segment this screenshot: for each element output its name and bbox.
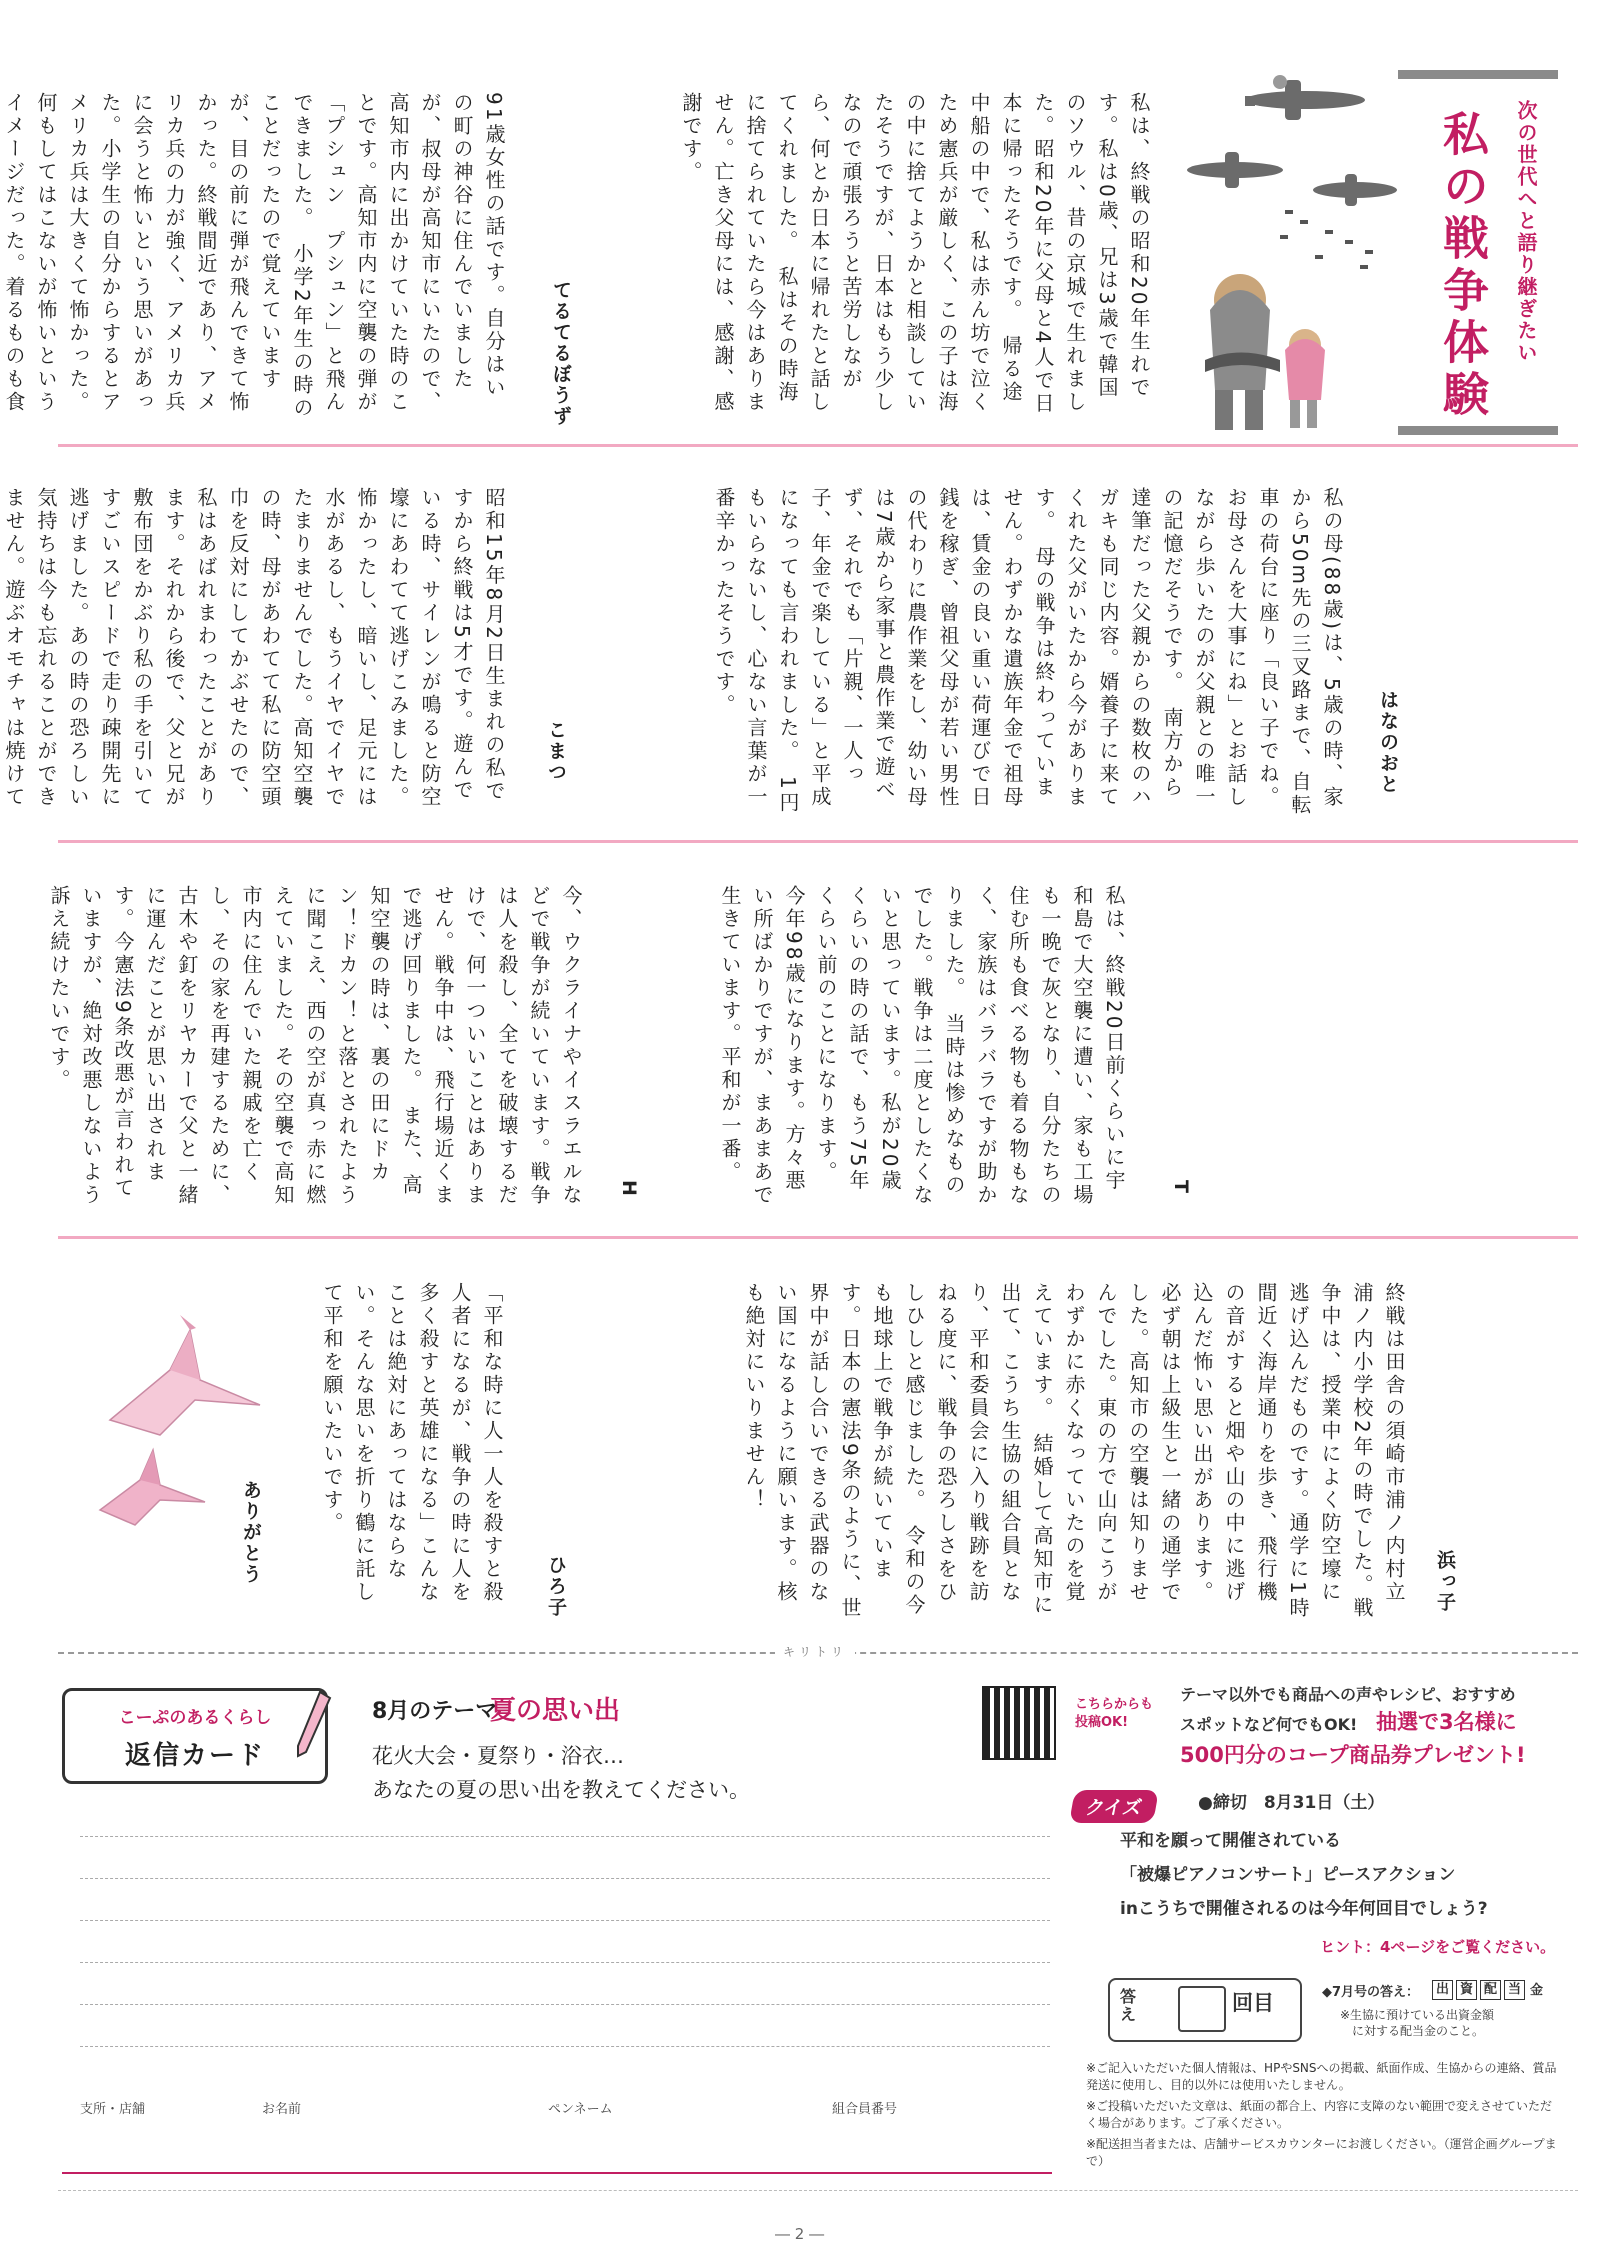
page-title: 私の戦争体験: [1436, 110, 1490, 422]
title-top-bar: [1398, 70, 1558, 79]
write-line[interactable]: [80, 2004, 1050, 2005]
row-divider: [58, 840, 1578, 843]
qr-code[interactable]: [982, 1686, 1056, 1760]
story-7-signature: ひろ子: [545, 1555, 567, 1618]
row-divider: [58, 444, 1578, 447]
pen-icon: [292, 1690, 332, 1760]
story-2-signature: はなのおと: [1377, 690, 1399, 795]
write-line[interactable]: [80, 1920, 1050, 1921]
paper-crane-icon: [100, 1310, 270, 1440]
answer-label: 答え: [1120, 1987, 1137, 2024]
promo-line-2: スポットなど何でもOK!: [1180, 1715, 1358, 1734]
prev-answer-char: 当: [1504, 1980, 1525, 2000]
write-line[interactable]: [80, 1878, 1050, 1879]
paper-crane-icon: [95, 1440, 215, 1530]
story-2-text: 91歳女性の話です。自分はいの町の神谷に住んでいましたが、叔母が高知市にいたので、高知市内に出かけていた時のことです。高知市内に空襲の弾が「プシュン プシュン」と飛んできました。 小学2年生の時のことだったので覚えていますが、目の前に弾が飛んできて怖かった。終戦間近であり、アメリカ兵の力が強く、アメリカ兵に会うと怖いという思いがあった。小学生の自分からするとアメリカ兵は大きくて怖かった。何もしてはこないが怖いというイメージだった。着るものも食: [2, 92, 506, 420]
child-figure-icon: [1285, 329, 1325, 428]
qr-note: こちらからも投稿OK!: [1075, 1697, 1154, 1730]
return-card-badge: [62, 1688, 328, 1784]
field-branch-label: 支所・店舗: [80, 2102, 146, 2117]
note-delivery: ※配送担当者または、店舗サービスカウンターにお渡しください。（運営企画グループまで）: [1086, 2137, 1557, 2168]
war-illustration: [1185, 60, 1400, 450]
story-4-signature: T: [1170, 1180, 1192, 1195]
badge-bottom-text: 返信カード: [124, 1741, 265, 1771]
write-line[interactable]: [80, 1836, 1050, 1837]
quiz-deadline: ●締切 8月31日（土）: [1198, 1793, 1385, 1813]
story-8-text: 「平和な時に人一人を殺すと殺人者になるが、戦争の時に人を多く殺すと英雄になる」こんなことは絶対にあってはならない。そんな思いを折り鶴に託して平和を願いたいです。: [320, 1282, 504, 1604]
write-line[interactable]: [80, 2046, 1050, 2047]
quiz-question-1: 平和を願って開催されている: [1120, 1831, 1341, 1851]
note-privacy: ※ご記入いただいた個人情報は、HPやSNSへの掲載、紙面作成、生協からの連絡、賞品発送に使用し、目的以外には使用いたしません。: [1086, 2061, 1557, 2092]
story-8-signature: ありがとう: [240, 1480, 262, 1585]
prev-answer-char: 配: [1480, 1980, 1501, 2000]
theme-label: 8月のテーマ: [372, 1699, 498, 1724]
prev-answer-note-2: に対する配当金のこと。: [1352, 2024, 1485, 2038]
answer-input[interactable]: [1178, 1986, 1226, 2032]
story-1-text: 私は、終戦の昭和20年生れです。私は0歳、兄は3歳で韓国のソウル、昔の京城で生れました。昭和20年に父母と4人で日本に帰ったそうです。 帰る途中船の中で、私は赤ん坊で泣くため憲兵が厳しく、この子は海の中に捨てようかと相談していたそうですが、日本はもう少しなので頑張ろうと苦労しながら、何とか日本に帰れたと話してくれました。 私はその時海に捨てられていたら今はありません。亡き父母には、感謝、感謝です。: [679, 92, 1151, 416]
quiz-tag: クイズ: [1069, 1790, 1159, 1823]
child-figure-icon: [1205, 274, 1280, 430]
quiz-question-2: 「被爆ピアノコンサート」ピースアクション: [1120, 1865, 1456, 1885]
row-divider: [58, 1236, 1578, 1239]
promo-line-1: テーマ以外でも商品への声やレシピ、おすすめ: [1180, 1685, 1516, 1704]
prev-answer-label: ◆7月号の答え：: [1322, 1985, 1420, 2000]
prev-answer-tail: 金: [1530, 1983, 1544, 1998]
field-underline[interactable]: [62, 2172, 1052, 2174]
story-5-text: 私は、終戦20日前くらいに宇和島で大空襲に遭い、家も工場も一晩で灰となり、自分たちの住む所も食べる物も着る物もなく、家族はバラバラですが助かりました。 当時は惨めなものでした。戦争は二度としたくないと思っています。私が20歳くらいの時の話で、もう75年くらい前のことになります。 今年98歳になります。方々悪い所ばかりですが、まあまあで生きています。平和が一番。: [718, 885, 1126, 1207]
page-number: ― 2 ―: [775, 2225, 825, 2243]
theme-line-2: あなたの夏の思い出を教えてください。: [372, 1778, 750, 1802]
airplane-icon: [1245, 75, 1365, 120]
badge-top-text: こーぷのあるくらし: [118, 1708, 272, 1728]
title-subtitle: 次の世代へと語り継ぎたい: [1514, 100, 1538, 364]
field-member-label: 組合員番号: [832, 2102, 898, 2117]
story-5-signature: H: [618, 1180, 640, 1198]
story-4-text: 昭和15年8月2日生まれの私ですから終戦は5才です。遊んでいる時、サイレンが鳴ると防空壕にあわてて逃げこみました。怖かったし、暗いし、足元には水があるし、もうイヤでイヤでたまりませんでした。高知空襲の時、母があわてて私に防空頭巾を反対にしてかぶせたので、私はあばれまわったことがあります。それから後で、父と兄が敷布団をかぶり私の手を引いてすごいスピードで走り疎開先に逃げました。あの時の恐ろしい気持ちは今も忘れることができません。遊ぶオモチャは焼けて: [2, 487, 506, 809]
prev-answer-char: 資: [1456, 1980, 1477, 2000]
story-3-text: 私の母(88歳)は、5歳の時、家から50m先の三叉路まで、自転車の荷台に座り「良い子でね。お母さんを大事にね」とお話しながら歩いたのが父親との唯一の記憶だそうです。 南方から達筆だった父親からの数枚のハガキも同じ内容。婿養子に来てくれた父がいたから今があります。 母の戦争は終わっていません。わずかな遺族年金で祖母は、賃金の良い重い荷運びで日銭を稼ぎ、曾祖父母が若い男性の代わりに農作業をし、幼い母は7歳から家事と農作業で遊べず、それでも「片親、一人っ子、年金で楽している」と平成になっても言われました。 1円もいらないし、心ない言葉が一番辛かったそうです。: [712, 487, 1344, 817]
story-6-signature: 浜っ子: [1434, 1550, 1456, 1613]
write-line[interactable]: [80, 1962, 1050, 1963]
airplane-icon: [1187, 152, 1283, 188]
prev-answer-note-1: ※生協に預けている出資金額: [1340, 2008, 1495, 2022]
story-7-text: 終戦は田舎の須崎市浦ノ内村立浦ノ内小学校2年の時でした。戦争中は、授業中によく防空壕に逃げ込んだものです。通学に1時間近く海岸通りを歩き、飛行機の音がすると畑や山の中に逃げ込んだ怖い思い出があります。 必ず朝は上級生と一緒の通学でした。高知市の空襲は知りませんでした。東の方で山向こうがわずかに赤くなっていたのを覚えています。 結婚して高知市に出て、こうち生協の組合員となり、平和委員会に入り戦跡を訪ねる度に、戦争の恐ろしさをひしひしと感じました。 令和の今も地球上で戦争が続いています。日本の憲法9条のように、世界中が話し合いできる武器のない国になるように願います。核も絶対にいりません！: [742, 1282, 1406, 1620]
note-editing: ※ご投稿いただいた文章は、紙面の都合上、内容に支障のない範囲で変えさせていただく場合があります。ご了承ください。: [1086, 2099, 1553, 2130]
field-penname-label: ペンネーム: [548, 2102, 613, 2117]
theme-title: 夏の思い出: [490, 1696, 621, 1726]
theme-line-1: 花火大会・夏祭り・浴衣…: [372, 1744, 624, 1768]
prev-answer-char: 出: [1432, 1980, 1453, 2000]
cut-line-bottom: [58, 2190, 1578, 2191]
quiz-question-3: inこうちで開催されるのは今年何回目でしょう?: [1120, 1899, 1488, 1919]
quiz-hint: ヒント：4ページをご覧ください。: [1320, 1938, 1556, 1956]
story-3-signature: こまつ: [545, 720, 567, 783]
promo-highlight-2: 500円分のコープ商品券プレゼント!: [1180, 1743, 1526, 1767]
title-bottom-bar: [1398, 426, 1558, 435]
answer-unit: 回目: [1232, 1991, 1274, 2015]
promo-highlight-1: 抽選で3名様に: [1376, 1710, 1517, 1734]
story-6-text: 今、ウクライナやイスラエルなどで戦争が続いています。戦争は人を殺し、全てを破壊するだけで、何一ついいことはありません。戦争中は、飛行場近くまで逃げ回りました。 また、高知空襲の時は、裏の田にドカン！ドカン！と落とされたように聞こえ、西の空が真っ赤に燃えていました。その空襲で高知市内に住んでいた親戚を亡くし、その家を再建するために、古木や釘をリヤカーで父と一緒に運んだことが思い出されます。今憲法9条改悪が言われていますが、絶対改悪しないよう訴え続けたいです。: [47, 885, 583, 1207]
cut-line-label: キリトリ: [775, 1643, 855, 1660]
story-1-signature: てるてるぼうず: [550, 280, 572, 427]
field-name-label: お名前: [262, 2102, 302, 2117]
airplane-icon: [1313, 174, 1397, 206]
